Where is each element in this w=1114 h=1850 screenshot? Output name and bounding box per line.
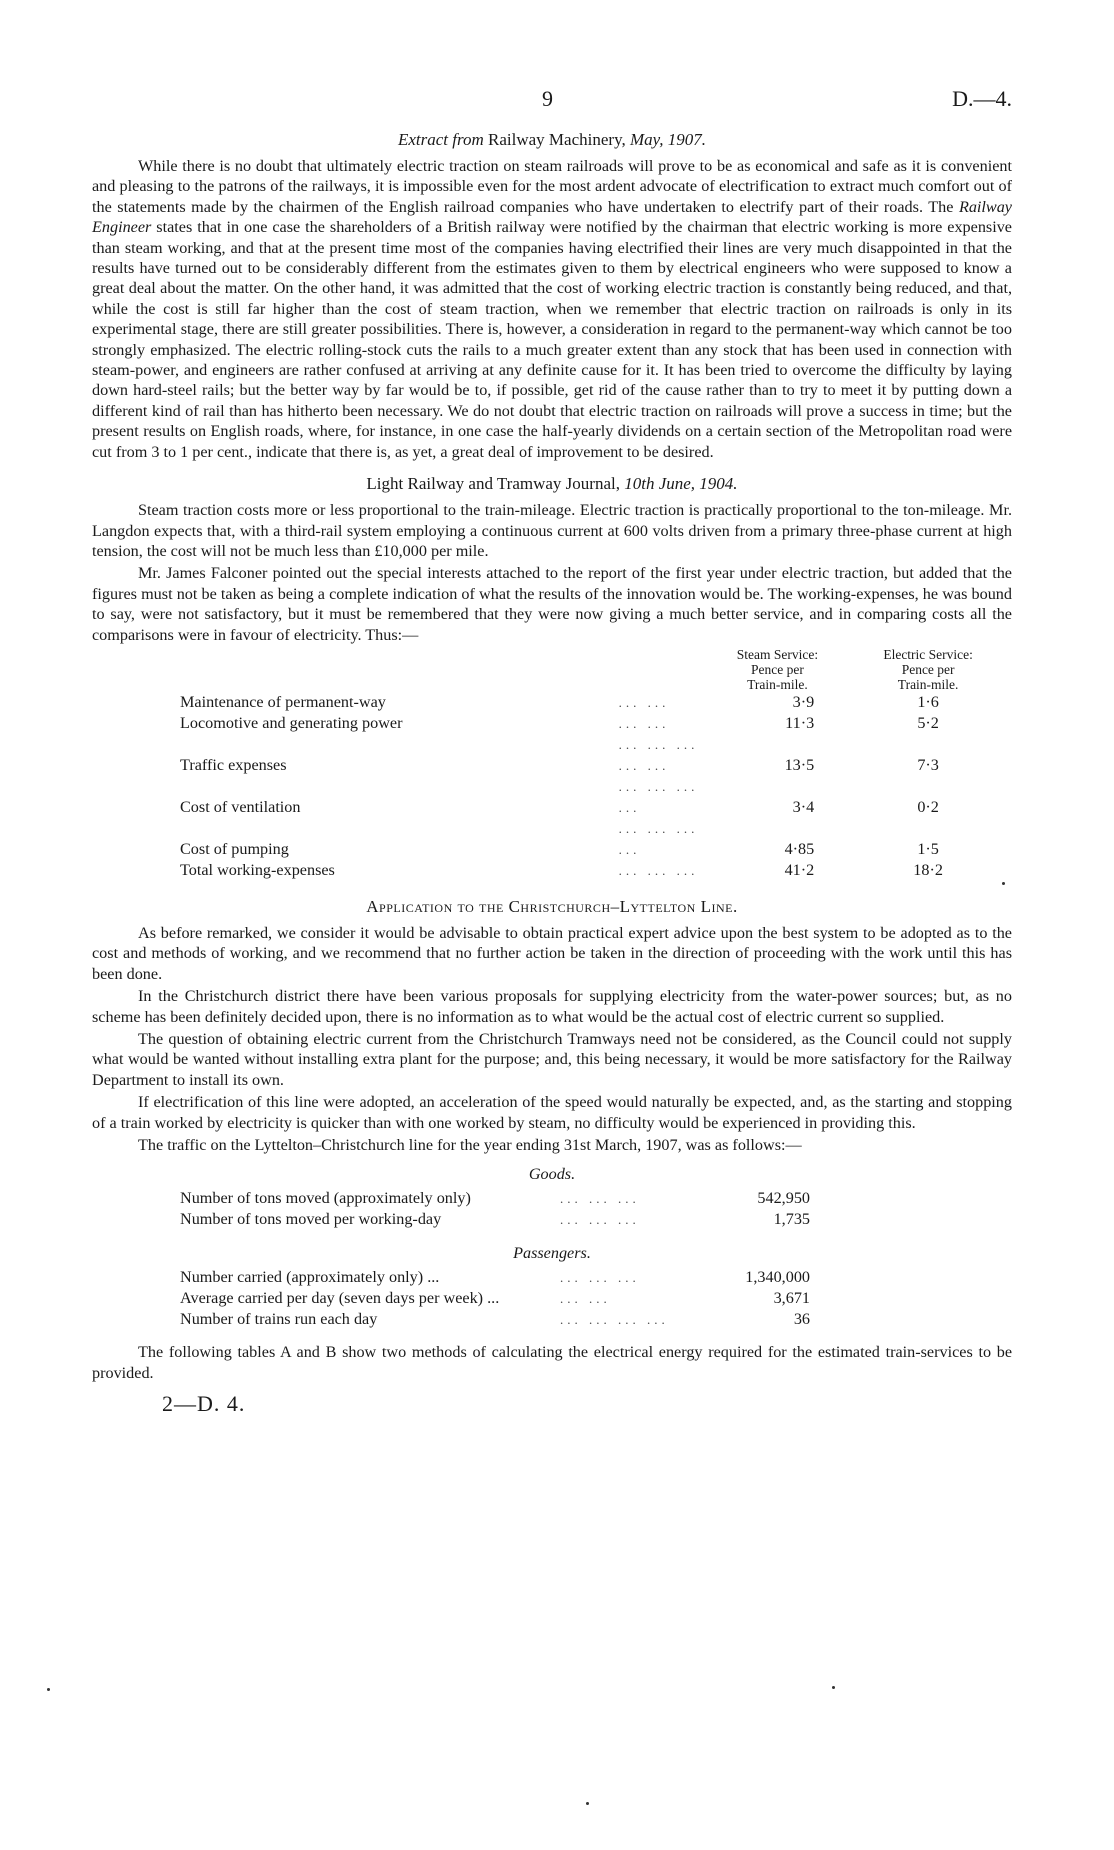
table-row: Number carried (approximately only) ... ... ... ... 1,340,000: [180, 1268, 810, 1287]
stray-mark: [586, 1802, 589, 1805]
extract-light-railway-title: Light Railway and Tramway Journal, 10th June, 1904.: [366, 474, 738, 494]
extract-railway-machinery-paragraph: While there is no doubt that ultimately electric traction on steam railroads will prove to be as economical and safe as it is convenient and pleasing to the patrons of the railways, it is impossible even for the most ardent advocate of electrification to extract much comfort out of the statements made by the chairmen of the English railroad companies who have undertaken to electrify part of their roads. The Railway Engineer states that in one case the shareholders of a British railway were notified by the chairman that electric working is more expensive than steam working, and that at the present time most of the companies having electrified their lines are very much disappointed in that the results have turned out to be considerably different from the estimates given to them by electrical engineers who were supposed to know a great deal about the matter. On the other hand, it was admitted that the cost of working electric traction is constantly being reduced, and that, while the cost is still far higher than the cost of steam traction, when we remember that electric traction on railroads is only in its experimental stage, there are still greater possibilities. There is, however, a consideration in regard to the permanent-way which cannot be too strongly emphasized. The electric rolling-stock cuts the rails to a much greater extent than any stock that has been used in connection with steam-power, and engineers are rather confused at arriving at any definite cause for it. It has been tried to overcome the difficulty by laying down hard-steel rails; but the better way by far would be to, if possible, get rid of the cause rather than to try to meet it by putting down a different kind of rail than has hitherto been necessary. We do not doubt that electric traction on railroads will prove a success in time; but the present results on English roads, where, for instance, in one case the half-yearly dividends on a certain section of the Metropolitan road were cut from 3 to 1 per cent., indicate that there is, as yet, a great deal of improvement to be desired.: [92, 157, 1012, 461]
closing-paragraph: The following tables A and B show two methods of calculating the electrical energy required for the estimated train-services to be provided.: [92, 1343, 1012, 1382]
application-paragraph-5: The traffic on the Lyttelton–Christchurch line for the year ending 31st March, 1907, was as follows:—: [138, 1136, 802, 1154]
application-section-title: Application to the Christchurch–Lyttelton Line.: [366, 896, 738, 916]
application-paragraph-1: As before remarked, we consider it would be advisable to obtain practical expert advice upon the best system to be adopted as to the cost and methods of working, and we recommend that no further action be taken in the direction of proceeding with the work until this has been done.: [92, 923, 1012, 983]
passengers-title: Passengers.: [513, 1244, 591, 1263]
document-reference: D.—4.: [952, 86, 1012, 111]
page-number: 9: [542, 86, 553, 111]
table-row: Number of tons moved per working-day ... ... ... 1,735: [180, 1210, 810, 1229]
page-header: [92, 78, 1012, 118]
cost-comparison-table: [92, 647, 1012, 881]
cost-table-header: [92, 647, 1012, 692]
goods-table: [180, 1188, 810, 1230]
steam-service-header: Steam Service: Pence per Train-mile.: [736, 646, 819, 692]
stray-mark: [47, 1688, 50, 1691]
electric-service-header: Electric Service: Pence per Train-mile.: [883, 646, 973, 692]
extract-railway-machinery-title: Extract from Railway Machinery, May, 1907.: [397, 130, 706, 149]
table-row: Average carried per day (seven days per week) ... ... ... 3,671: [180, 1289, 810, 1308]
passengers-table: [180, 1267, 810, 1330]
table-row: Cost of ventilation ... ... ... ... 3·4 0·2: [180, 778, 939, 816]
application-paragraph-2: In the Christchurch district there have been various proposals for supplying electricity from the water-power sources; but, as no scheme has been definitely decided upon, there is no information as to what would be the actual cost of electric current so supplied.: [92, 987, 1012, 1026]
table-row: Total working-expenses ... ... ... 41·2 18·2: [180, 860, 943, 879]
signature-mark: 2—D. 4.: [162, 1391, 246, 1417]
stray-mark: [832, 1686, 835, 1689]
light-railway-paragraph-2: Mr. James Falconer pointed out the special interests attached to the report of the first year under electric traction, but added that the figures must not be taken as being a complete indication of what the results of the innovation would be. The working-expenses, he was bound to say, were not satisfactory, but it must be remembered that they were now giving a much better service, and in comparing costs all the comparisons were in favour of electricity. Thus:—: [92, 564, 1012, 644]
stray-mark: [1002, 882, 1005, 885]
document-page: [92, 78, 1012, 1417]
goods-title: Goods.: [528, 1165, 576, 1184]
application-paragraph-3: The question of obtaining electric current from the Christchurch Tramways need not be considered, as the Council could not supply what would be wanted without installing extra plant for the purpose; and, this being necessary, it would be more satisfactory for the Railway Department to install its own.: [92, 1029, 1012, 1089]
table-row: Number of trains run each day ... ... ... ... 36: [180, 1310, 810, 1329]
table-row: Number of tons moved (approximately only) ... ... ... 542,950: [180, 1189, 810, 1208]
application-paragraph-4: If electrification of this line were adopted, an acceleration of the speed would naturally be expected, and, as the starting and stopping of a train worked by electricity is quicker than with one worked by steam, no difficulty would be experienced in providing this.: [92, 1093, 1012, 1132]
table-row: Traffic expenses ... ... ... ... ... 13·5 7·3: [180, 736, 939, 774]
table-row: Locomotive and generating power ... ... 11·3 5·2: [180, 713, 939, 732]
table-row: Maintenance of permanent-way ... ... 3·9 1·6: [180, 692, 939, 711]
light-railway-paragraph-1: Steam traction costs more or less proportional to the train-mileage. Electric traction is practically proportional to the ton-mileage. Mr. Langdon expects that, with a third-rail system employing a continuous current at 600 volts driven from a primary three-phase current at high tension, the cost will not be much less than £10,000 per mile.: [92, 501, 1012, 560]
table-row: Cost of pumping ... ... ... ... 4·85 1·5: [180, 820, 939, 858]
